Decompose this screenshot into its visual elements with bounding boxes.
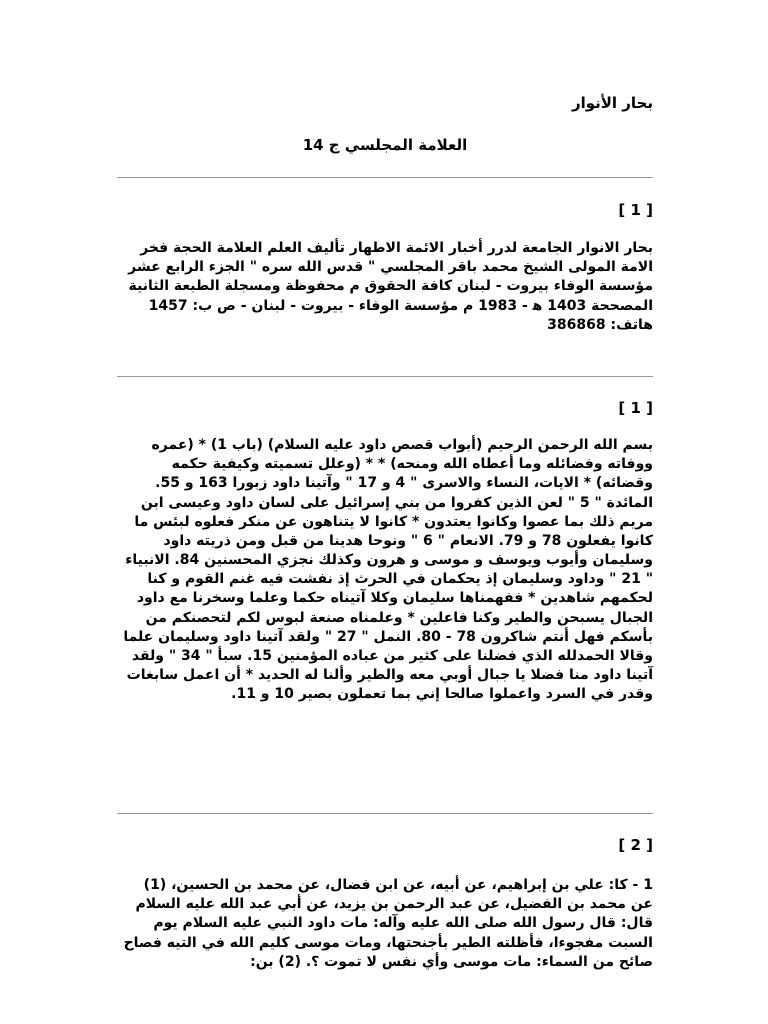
page-marker: [ 2 ] [618,836,653,854]
book-title: بحار الأنوار [571,94,653,112]
chapter-intro-paragraph: بسم الله الرحمن الرحيم (أبواب قصص داود عليه السلام) (باب 1) * (عمره ووفاته وفضائله وما أعطاه الله ومنحه) * * (وعلل تسميته وكيفية حكمه وقضائه) * الايات، النساء والاسرى " 4 و 17 " وآتينا داود زبورا 163 و 55. المائدة " 5 " لعن الذين كفروا من بني إسرائيل على لسان داود وعيسى ابن مريم ذلك بما عصوا وكانوا يعتدون * كانوا لا يتناهون عن منكر فعلوه لبئس ما كانوا يفعلون 78 و 79. الانعام " 6 " ونوحا هدينا من قبل ومن ذريته داود وسليمان وأيوب ويوسف و موسى و هرون وكذلك نجزي المحسنين 84. الانبياء " 21 " وداود وسليمان إذ يحكمان في الحرث إذ نفشت فيه غنم القوم و كنا لحكمهم شاهدين * ففهمناها سليمان وكلا آتيناه حكما وعلما وسخرنا مع داود الجبال يسبحن والطير وكنا فاعلين * وعلمناه صنعة لبوس لكم لتحصنكم من بأسكم فهل أنتم شاكرون 78 - 80. النمل " 27 " ولقد آتينا داود وسليمان علما وقالا الحمدلله الذي فضلنا على كثير من عباده المؤمنين 15. سبأ " 34 " ولقد آتينا داود منا فضلا يا جبال أوبي معه والطير وألنا له الحديد * أن اعمل سابغات وقدر في السرد واعملوا صالحا إني بما تعملون بصير 10 و 11. [123,437,653,703]
section-divider [117,177,653,178]
page-marker: [ 1 ] [618,399,653,417]
hadith-paragraph: 1 - كا: علي بن إبراهيم، عن أبيه، عن ابن فضال، عن محمد بن الحسين، (1) عن محمد بن الفضيل، عن عبد الرحمن بن يزيد، عن أبي عبد الله عليه السلام قال: قال رسول الله صلى الله عليه وآله: مات داود النبي عليه السلام يوم السبت مفجوءا، فأظلته الطير بأجنحتها، ومات موسى كليم الله في التيه فصاح صائح من السماء: مات موسى وأي نفس لا تموت ؟. (2) بن: [123,877,653,970]
document-page [117,0,653,1024]
section-divider [117,813,653,814]
publication-info-paragraph: بحار الانوار الجامعة لدرر أخبار الائمة الاطهار تأليف العلم العلامة الحجة فخر الامة المولى الشيخ محمد باقر المجلسي " قدس الله سره " الجزء الرابع عشر مؤسسة الوفاء بيروت - لبنان كافة الحقوق م محفوظة ومسجلة الطبعة الثانية المصححة 1403 ه‍ - 1983 م مؤسسة الوفاء - بيروت - لبنان - ص ب: 1457 هاتف: 386868 [128,240,653,333]
author-volume: العلامة المجلسي ج 14 [302,136,468,154]
section-divider [117,376,653,377]
page-marker: [ 1 ] [618,201,653,219]
